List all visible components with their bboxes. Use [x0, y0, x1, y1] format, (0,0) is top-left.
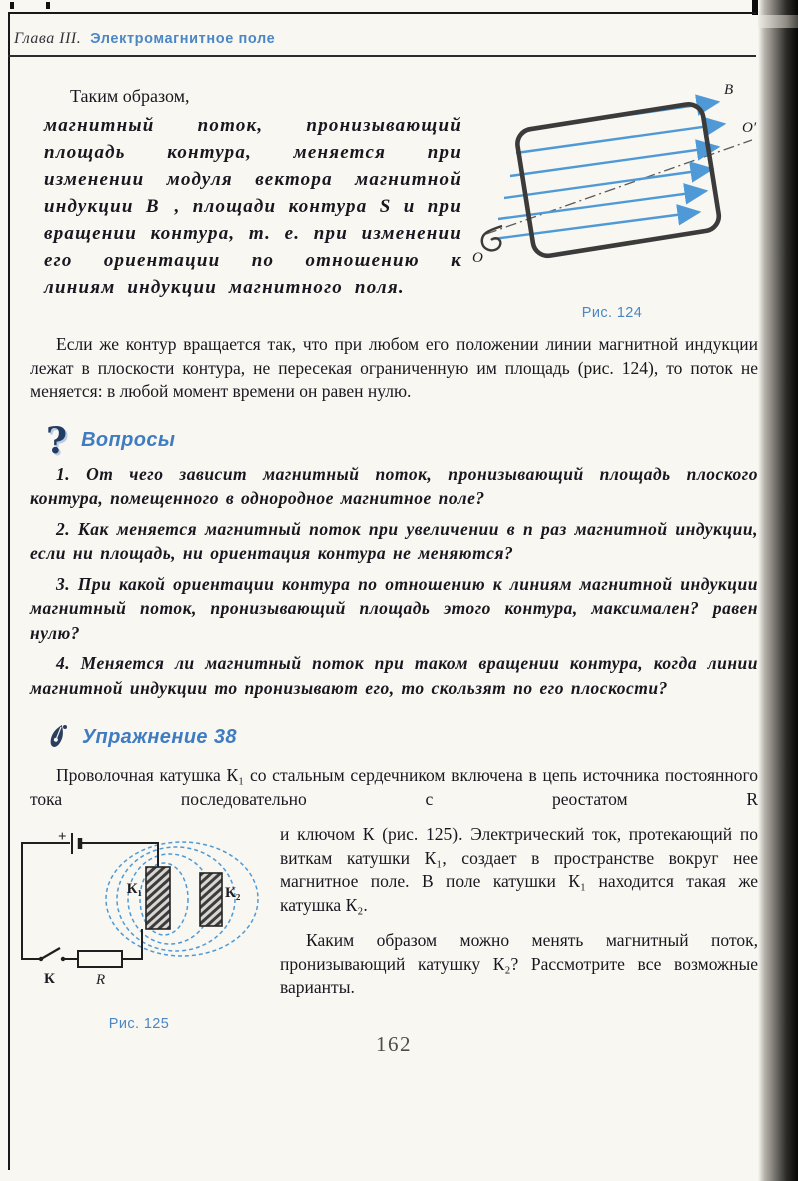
pen-icon	[46, 722, 68, 752]
print-mark	[10, 2, 14, 9]
definition-emphasis: магнитный поток, пронизывающий площадь контура, меняется при изменении модуля вектора магнитной индукции B⃗, площади контура S и при вращении контура, т. е. при изменении его ориентации по отношению к линиям индукции магнитного поля.	[44, 115, 462, 298]
switch-k-label: К	[44, 971, 55, 987]
coil-k2	[200, 873, 222, 926]
running-header	[14, 30, 275, 48]
questions-header	[30, 419, 758, 462]
page-number: 162	[376, 1032, 412, 1056]
exercise-paragraph-2: Каким образом можно менять магнитный поток, пронизывающий катушку К₂? Рассмотрите все возможные варианты.	[280, 930, 758, 997]
chapter-number: Глава III.	[14, 30, 82, 47]
question-item: 1. От чего зависит магнитный поток, пронизывающий площадь плоского контура, помещенного в однородное магнитное поле?	[30, 463, 758, 508]
header-underline	[8, 55, 756, 57]
coil-k2-label: К₂	[225, 885, 241, 901]
intro-text-column	[30, 70, 462, 321]
question-item: 3. При какой ориентации контура по отношению к линиям магнитной индукции магнитный поток, пронизывающий площадь этого контура, максимален? равен нулю?	[30, 573, 758, 643]
figure-125-drawing	[14, 831, 264, 1007]
exercise-paragraph-lead: Проволочная катушка К₁ со стальным сердечником включена в цепь источника постоянного тока последовательно с реостатом R	[30, 765, 758, 809]
figure-125-caption: Рис. 125	[108, 1016, 170, 1032]
question-item: 4. Меняется ли магнитный поток при таком вращении контура, когда линии магнитной индукции то пронизывают его, то скользят по его плоскости?	[30, 653, 758, 698]
left-border-rule	[8, 12, 10, 1170]
page-content	[30, 70, 758, 1057]
exercise-paragraph-wrap: и ключом К (рис. 125). Электрический ток, протекающий по виткам катушки К₁, создает в пространстве вокруг нее магнитное поле. В поле катушки К₁ находится такая же катушка К₂.	[280, 824, 758, 915]
rheostat-r-label: R	[96, 972, 106, 988]
intro-lead: Таким образом,	[70, 86, 190, 106]
battery-plus-label: +	[58, 831, 67, 845]
top-border-rule	[8, 12, 756, 14]
question-mark-icon: ?	[46, 419, 68, 462]
figure-124-caption: Рис. 124	[581, 305, 643, 321]
book-edge	[758, 0, 798, 1181]
questions-title: Вопросы	[81, 429, 176, 451]
questions-list	[30, 462, 758, 701]
axis-o-prime-label: O′	[742, 120, 757, 136]
figure-124	[466, 70, 758, 321]
circuit-wires	[22, 843, 158, 967]
question-item: 2. Как меняется магнитный поток при увеличении в n раз магнитной индукции, если ни площадь, ни ориентация контура не меняются?	[30, 518, 758, 563]
switch-symbol	[39, 948, 65, 961]
coil-k1	[146, 867, 170, 929]
print-mark	[46, 2, 50, 9]
page-edge-highlight	[758, 15, 798, 28]
exercise-body	[30, 823, 758, 1032]
exercise-title: Упражнение 38	[82, 725, 237, 748]
exercise-header	[30, 722, 758, 752]
intro-section	[30, 70, 758, 321]
figure-124-drawing	[466, 80, 758, 296]
figure-125	[14, 831, 264, 1032]
wire-loop	[515, 102, 721, 258]
axis-o-label: O	[472, 250, 483, 266]
intro-paragraph: Если же контур вращается так, что при любом его положении линии магнитной индукции лежат в плоскости контура, не пересекая ограниченную им площадь (рис. 124), то поток не меняется: в любой момент времени он равен нулю.	[30, 334, 758, 401]
axis-hook	[482, 226, 502, 250]
vector-b-label: B⃗	[724, 82, 745, 98]
coil-k1-label: К₁	[126, 881, 142, 897]
chapter-title: Электромагнитное поле	[90, 31, 276, 47]
